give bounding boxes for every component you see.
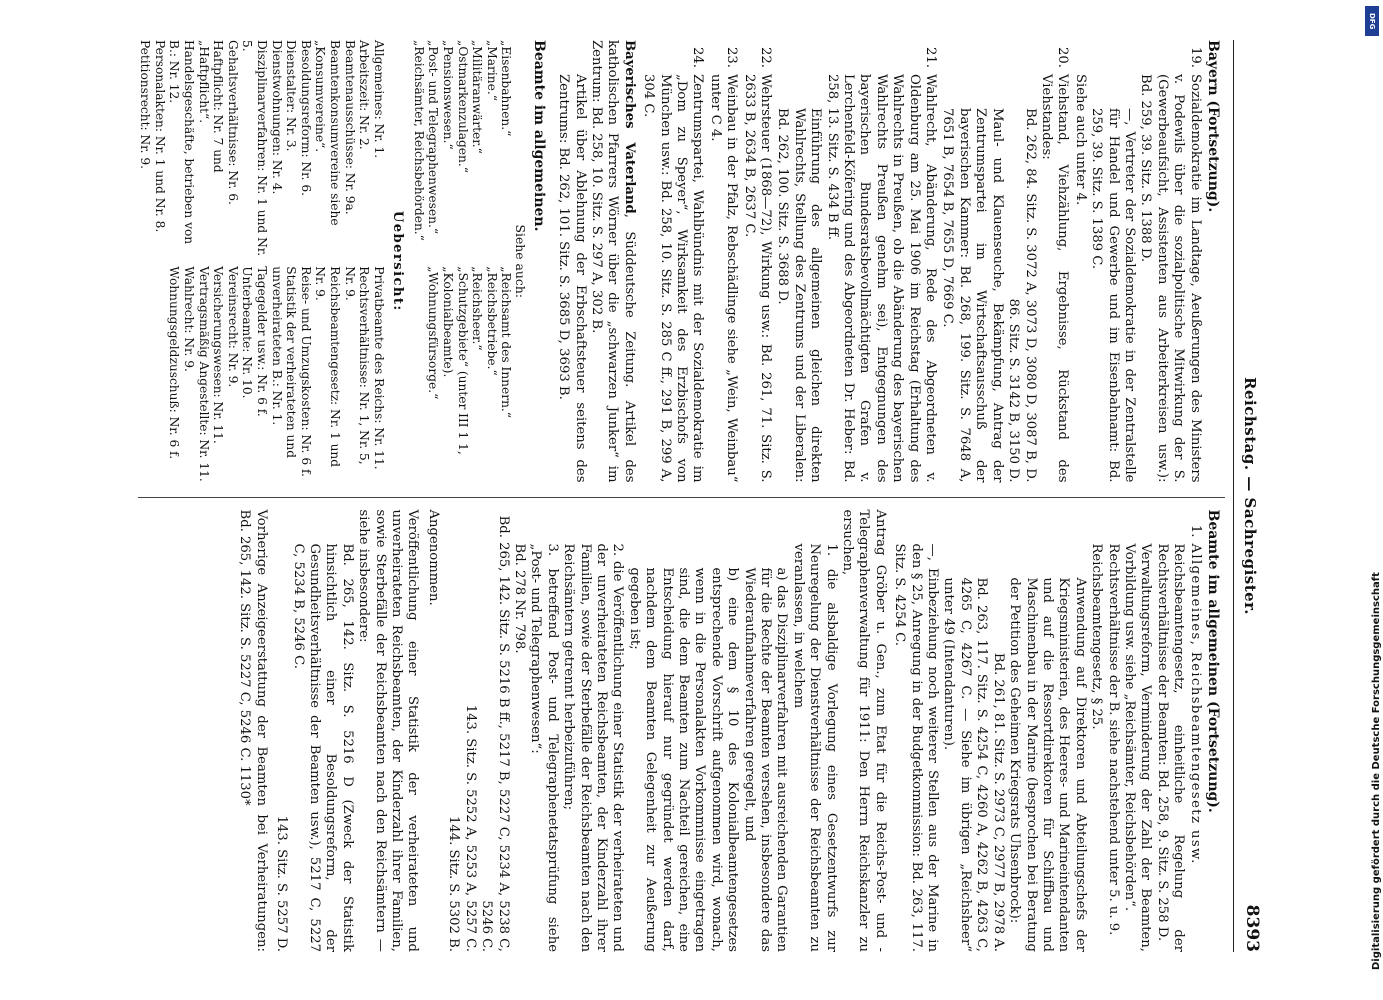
- uebersicht-item: Dienstwohnungen: Nr. 4.: [269, 40, 284, 195]
- uebersicht-item: Dienstalter: Nr. 3.: [284, 40, 299, 152]
- siehe-auch-item: „Wohnungsfürsorge.“: [426, 266, 441, 400]
- vorherige-anzeige: Vorherige Anzeigeerstattung der Beamten bei Verheiratungen: Bd. 265, 142. Sitz. S. 5227 C, 5246 C. 1130*: [237, 509, 269, 952]
- uebersicht-item: Tagegelder usw.: Nr. 6 f.: [255, 266, 270, 417]
- uebersicht-item: Wohnungsgeldzuschuß: Nr. 6 f.: [167, 266, 182, 460]
- siehe-auch-item: „Reichsbetriebe.“: [484, 266, 499, 376]
- section-heading-beamte: Beamte im allgemeinen.: [530, 40, 547, 232]
- running-head: [1233, 40, 1260, 952]
- section-heading-beamte-fortsetzung: Beamte im allgemeinen (Fortsetzung).: [1205, 509, 1221, 813]
- entry-1: 1. Allgemeines, Reichsbeamtengesetz usw. Reichsbeamtengesetz, einheitliche Regelung der Rechtsverhältnisse der Beamten: Bd. 258, 9. Sitz. S. 258 D. Verwaltungsreform, Verminderung der Zahl der Beamten, Vorbildung usw. siehe „Reichsämter, Reichsbehörden“. Rechtsverhältnisse der B. siehe nachstehend unter 5. u. 9. Reichsbeamtengesetz, § 25. Anwendung auf Direktoren und Abteilungschefs der Kriegsministerien, des Heeres- und Marineintendanten und auf die Ressortdirektoren für Schiffbau und Maschinenbau in der Marine (besprochen bei Beratung der Petition des Geheimen Kriegsrats Uhsenbrock): Bd. 261, 81. Sitz. S. 2973 C, 2977 B, 2978 A. Bd. 263, 117. Sitz. S. 4254 C, 4260 A, 4262 B, 4263 C, 4265 C, 4267 C. — Siehe im übrigen „Reichsheer“ unter 49 (Intendanturen). —, Einbeziehung noch weiterer Stellen aus der Marine in den § 25, Anregung in der Budgetkommission: Bd. 263, 117. Sitz. S. 4254 C.: [892, 524, 1203, 952]
- siehe-auch-item: „Militäranwärter.“: [470, 40, 485, 154]
- uebersicht-item: Arbeitszeit: Nr. 2.: [357, 40, 372, 150]
- uebersicht-item: Vereinsrecht: Nr. 9.: [225, 266, 240, 388]
- uebersicht-item: Haftpflicht: Nr. 7 und „Haftpflicht“.: [196, 40, 226, 173]
- siehe-auch-list: [411, 40, 513, 483]
- left-column: [138, 40, 1225, 483]
- running-title: Reichstag. — Sachregister.: [1241, 377, 1259, 615]
- veroeffentlichung: Veröffentlichung einer Statistik der verheirateten und unverheirateten Reichsbeamten, der Kinderzahl ihrer Familien, sowie Sterbefälle der Reichsbeamten nach den Reichsämtern — siehe insbesondere:: [356, 509, 421, 952]
- right-column: Beamte im allgemeinen (Fortsetzung). 1. Allgemeines, Reichsbeamtengesetz usw. Reichsbeamtengesetz, einheitliche Regelung der Rechtsverhältnisse der Beamten: Bd. 258, 9. Sitz. S. 258 D. Verwaltungsreform, Verminderung der Zahl der Beamten, Vorbildung usw. siehe „Reichsämter, Reichsbehörden“. Rechtsverhältnisse der B. siehe nachstehend unter 5. u. 9. Reichsbeamtengesetz, § 25. Anwendung auf Direktoren und Abteilungschefs der Kriegsministerien, des Heeres- und Marineintendanten und auf die Ressortdirektoren für Schiffbau und Maschinenbau in der Marine (besprochen bei Beratung der Petition des Geheimen Kriegsrats Uhsenbrock): Bd. 261, 81. Sitz. S. 2973 C, 2977 B, 2978 A. Bd. 263, 117. Sitz. S. 4254 C, 4260 A, 4262 B, 4263 C, 4265 C, 4267 C. — Siehe im übrigen „Reichsheer“ unter 49 (Intendanturen). —, Einbeziehung noch weiterer Stellen aus der Marine in den § 25, Anregung in der Budgetkommission: Bd. 263, 117. Sitz. S. 4254 C. Antrag Gröber u. Gen., zum Etat für die Reichs-Post- und -Telegraphenverwaltung für 1911: Den Herrn Reichskanzler zu ersuchen, 1. die alsbaldige Vorlegung eines Gesetzentwurfs zur Neuregelung der Dienstverhältnisse der Reichsbeamten zu veranlassen, in welchem a) das Disziplinarverfahren mit ausreichenden Garantien für die Rechte der Beamten versehen, insbesondere das Wiederaufnahmeverfahren geregelt, und b) eine dem § 10 des Kolonialbeamtengesetzes entsprechende Vorschrift aufgenommen wird, wonach, wenn in die Personalakten Vorkommnisse eingetragen sind, die dem Beamten zum Nachteil gereichen, eine Entscheidung hierauf nur gegründet werden darf, nachdem dem Beamten Gelegenheit zur Aeußerung gegeben ist; 2. die Veröffentlichung einer Statistik der verheirateten und der unverheirateten Reichsbeamten, der Kinderzahl ihrer Familien, sowie der Sterbefälle der Reichsbeamten nach den Reichsämtern getrennt herbeizuführen; 3. betreffend Post- und Telegraphenetatsprüfung siehe „Post- und Telegraphenwesen“: Bd. 278 Nr. 798. Bd. 265, 142. Sitz. S. 5216 B ff., 5217 B, 5227 C, 5234 A, 5238 C, 5246 C. 143. Sitz. S. 5252 A, 5253 A, 5257 C. 144. Sitz. S. 5302 B. Angenommen. Veröffentlichung einer Statistik der verheirateten und unverheirateten Reichsbeamten, der Kinderzahl ihrer Familien, sowie Sterbefälle der Reichsbeamten nach den Reichsämtern — siehe insbesondere: Bd. 265, 142. Sitz. S. 5216 D (Zweck der Statistik hinsichtlich einer Besoldungsreform, der Gesundheitsverhältnisse der Beamten usw.), 5217 C, 5227 C, 5234 B, 5246 C. 143. Sitz. S. 5257 D. Vorherige Anzeigeerstattung der Beamten bei Verheiratungen: Bd. 265, 142. Sitz. S. 5227 C, 5246 C. 1130*: [138, 497, 1225, 953]
- uebersicht-item: Besoldungsreform: Nr. 6.: [298, 40, 313, 196]
- entry-24: 24. Zentrumspartei, Wahlbündnis mit der Sozialdemokratie im „Dom zu Speyer“, Wirksamkeit des Erzbischofs von München usw.: Bd. 258, 10. Sitz. S. 285 C ff., 291 B, 299 A, 304 C.: [641, 47, 706, 483]
- uebersicht-item: Unterbeamte: Nr. 10.: [240, 266, 255, 399]
- section-heading-bayern: Bayern (Fortsetzung).: [1205, 40, 1221, 213]
- entry-22: 22. Wehrsteuer (1868—72), Wirkung usw.: Bd. 261, 71. Sitz. S. 2633 B, 2634 B, 2637 C.: [741, 47, 774, 483]
- siehe-auch-item: „Schutzgebiete“ (unter III 1 1, „Kolonialbeamte).: [440, 266, 470, 455]
- uebersicht-item: Privatbeamte des Reichs: Nr. 11.: [371, 266, 386, 470]
- entry-21: 21. Wahlrecht, Abänderung, Rede des Abgeordneten v. Oldenburg am 25. Mai 1906 im Reichstag (Erhaltung des Wahlrechts in Preußen, ob die Abänderung des bayerischen Wahlrechts Preußen genehm sei), Entgegnungen des bayerischen Bundesratsbevollmächtigten Grafen v. Lerchenfeld-Köfering und des Abgeordneten Dr. Heber: Bd. 258, 13. Sitz. S. 434 B ff. Einführung des allgemeinen gleichen direkten Wahlrechts, Stellung des Zentrums und der Liberalen: Bd. 262, 100. Sitz. S. 3688 D.: [775, 47, 939, 483]
- siehe-auch-item: „Reichsheer.“: [470, 266, 485, 351]
- antrag-groeber: Antrag Gröber u. Gen., zum Etat für die Reichs-Post- und -Telegraphenverwaltung für 1911: Den Herrn Reichskanzler zu ersuchen, 1. die alsbaldige Vorlegung eines Gesetzentwurfs zur Neuregelung der Dienstverhältnisse der Reichsbeamten zu veranlassen, in welchem a) das Disziplinarverfahren mit ausreichenden Garantien für die Rechte der Beamten versehen, insbesondere das Wiederaufnahmeverfahren geregelt, und b) eine dem § 10 des Kolonialbeamtengesetzes entsprechende Vorschrift aufgenommen wird, wonach, wenn in die Personalakten Vorkommnisse eingetragen sind, die dem Beamten zum Nachteil gereichen, eine Entscheidung hierauf nur gegründet werden darf, nachdem dem Beamten Gelegenheit zur Aeußerung gegeben ist; 2. die Veröffentlichung einer Statistik der verheirateten und der unverheirateten Reichsbeamten, der Kinderzahl ihrer Familien, sowie der Sterbefälle der Reichsbeamten nach den Reichsämtern getrennt herbeizuführen; 3. betreffend Post- und Telegraphenetatsprüfung siehe „Post- und Telegraphenwesen“: Bd. 278 Nr. 798. Bd. 265, 142. Sitz. S. 5216 B ff., 5217 B, 5227 C, 5234 A, 5238 C, 5246 C. 143. Sitz. S. 5252 A, 5253 A, 5257 C. 144. Sitz. S. 5302 B.: [446, 509, 888, 952]
- uebersicht-item: Allgemeines: Nr. 1.: [371, 40, 386, 159]
- siehe-auch-item: „Reichsämter, Reichsbehörden.“: [411, 40, 426, 241]
- siehe-auch-item: „Eisenbahnen.“: [499, 40, 514, 137]
- uebersicht-item: Disziplinarverfahren: Nr. 1 und Nr. 5.: [240, 40, 270, 257]
- uebersicht-item: Wahlrecht: Nr. 9.: [182, 266, 197, 372]
- entry-20: 20. Viehstand, Viehzählung, Ergebnisse, Rückstand des Viehstandes: Bd. 262, 84. Sitz. S. 3072 A, 3073 D, 3080 D, 3087 B, D. 86. Sitz. S. 3142 B, 3150 D. Maul- und Klauenseuche, Bekämpfung, Antrag der Zentrumspartei im Wirtschaftsausschuß der bayerischen Kammer: Bd. 268, 199. Sitz. S. 7648 A, 7651 B, 7654 B, 7655 D, 7669 C.: [940, 47, 1071, 483]
- uebersicht-item: Rechtsverhältnisse: Nr. 1, Nr. 5, Nr. 9.: [342, 266, 372, 465]
- entry-19: 19. Sozialdemokratie im Landtage, Aeußerungen des Ministers v. Podewils über die sozialpolitische Mitwirkung der S. (Gewerbeaufsicht, Assistenten aus Arbeiterkreisen usw.): Bd. 259, 39. Sitz. S. 1388 D. —, Vertreter der Sozialdemokratie in der Zentralstelle für Handel und Gewerbe und im Eisenbahnamt: Bd. 259, 39. Sitz. S. 1389 C. Siehe auch unter 4.: [1072, 47, 1203, 483]
- siehe-auch-item: „Reichsamt des Innern.“: [499, 266, 514, 419]
- uebersicht-item: Personalakten: Nr. 1 und Nr. 8.: [152, 40, 167, 233]
- angenommen: Angenommen.: [425, 509, 441, 606]
- digitization-text: Digitalisierung gefördert durch die Deutsche Forschungsgemeinschaft: [1371, 572, 1382, 970]
- siehe-auch-item: „Marine.“: [484, 40, 499, 101]
- uebersicht-item: Beamtenkonsumvereine siehe „Konsumvereine“.: [313, 40, 342, 226]
- uebersicht-item: Reichsbeamtengesetz: Nr. 1 und Nr. 9.: [313, 266, 342, 468]
- uebersicht-item: Versicherungswesen: Nr. 11.: [211, 266, 226, 444]
- siehe-auch-label: Siehe auch:: [513, 224, 529, 298]
- uebersicht-item: Reise- und Umzugskosten: Nr. 6 f.: [298, 266, 313, 477]
- entry-bayerisches-vaterland: Bayerisches Vaterland, Süddeutsche Zeitung. Artikel des katholischen Pfarrers Wörner über die „schwarzen Junker“ im Zentrum: Bd. 258, 10. Sitz. S. 297 A, 302 B. Artikel über Ablehnung der Erbschaftsteuer seitens des Zentrums: Bd. 262, 101. Sitz. S. 3685 D, 3693 B.: [556, 40, 637, 483]
- uebersicht-label: Uebersicht:: [390, 210, 406, 312]
- uebersicht-item: Beamtenausschüsse: Nr. 9a.: [342, 40, 357, 215]
- dfg-logo: DFG: [1365, 6, 1379, 36]
- uebersicht-item: Statistik der verheirateten und unverheirateten B.: Nr. 1.: [269, 266, 299, 459]
- siehe-auch-item: „Pensionswesen.“: [440, 40, 455, 150]
- digitization-note: [1349, 0, 1383, 1000]
- page-number: 8393: [1242, 904, 1262, 952]
- uebersicht-item: Gehaltsverhältnisse: Nr. 6.: [225, 40, 240, 205]
- uebersicht-item: Petitionsrecht: Nr. 9.: [138, 40, 153, 170]
- uebersicht-list: [138, 40, 386, 483]
- uebersicht-item: Handelsgeschäfte, betrieben von B.: Nr. 12.: [167, 40, 197, 245]
- siehe-auch-item: „Post- und Telegraphenwesen.“: [426, 40, 441, 235]
- uebersicht-item: Vertragsmäßig Angestellte: Nr. 11.: [196, 266, 211, 482]
- siehe-auch-item: „Ostmarkenzulagen.“: [455, 40, 470, 173]
- entry-23: 23. Weinbau in der Pfalz, Rebschädlinge siehe „Wein, Weinbau“ unter C 4.: [707, 47, 740, 483]
